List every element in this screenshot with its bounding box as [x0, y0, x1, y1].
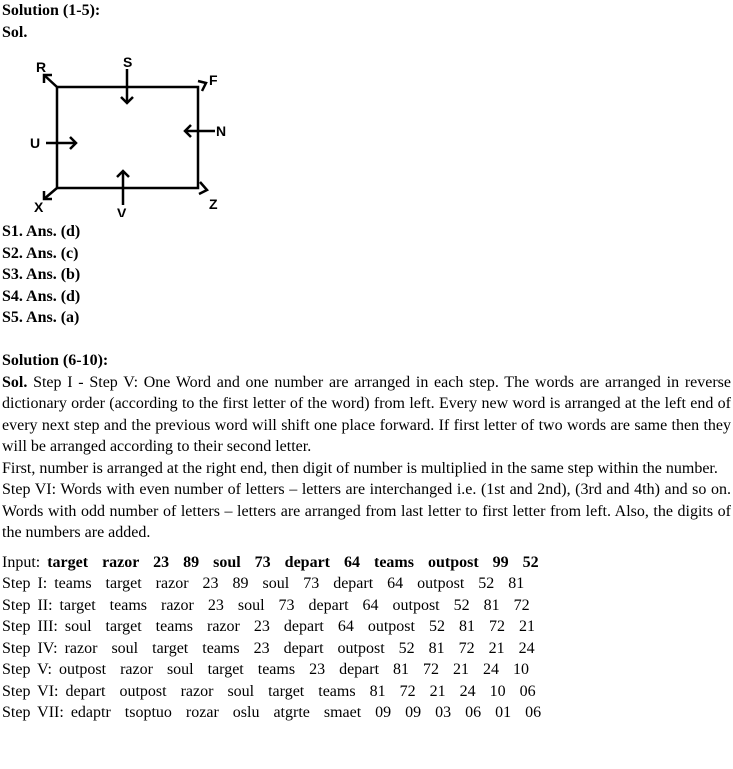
- answer-s5: S5. Ans. (a): [2, 309, 80, 326]
- step-7-line: Step VII: edaptr tsoptuo rozar oslu atgrte smaet 09 09 03 06 01 06: [2, 704, 542, 721]
- input-value: target razor 23 89 soul 73 depart 64 teams outpost 99 52: [47, 553, 539, 571]
- solution-6-10-sol-label: Sol.: [2, 373, 28, 391]
- document-page: [2, 0, 731, 724]
- arrow-n-icon: [185, 125, 215, 137]
- input-label: Input:: [2, 553, 41, 571]
- arrow-z-icon: [199, 182, 207, 194]
- label-v: V: [117, 205, 127, 217]
- label-n: N: [216, 123, 227, 139]
- paragraph-1-text: Step I - Step V: One Word and one number are arranged in each step. The words are arranged in reverse dictionary order (according to the first letter of the word) from left. Every new word is arranged at the left end of every next step and the previous word will shift one place forward. If first letter of two words are same then they will be arranged according to their second letter.: [2, 373, 732, 455]
- paragraph-step-rules: [2, 372, 731, 458]
- step-1-line: Step I: teams target razor 23 89 soul 73 depart 64 outpost 52 81: [2, 575, 525, 592]
- step-3-line: Step III: soul target teams razor 23 depart 64 outpost 52 81 72 21: [2, 618, 535, 635]
- arrow-x-icon: [44, 188, 57, 199]
- direction-diagram: [2, 47, 242, 217]
- input-line: [2, 552, 731, 574]
- label-z: Z: [209, 196, 218, 212]
- step-5-line: Step V: outpost razor soul target teams 23 depart 81 72 21 24 10: [2, 661, 530, 678]
- answer-s3: S3. Ans. (b): [2, 266, 81, 283]
- step-4-line: Step IV: razor soul target teams 23 depart outpost 52 81 72 21 24: [2, 639, 535, 657]
- label-r: R: [36, 59, 47, 75]
- answer-s1: S1. Ans. (d): [2, 223, 81, 240]
- paragraph-number-rule: First, number is arranged at the right end, then digit of number is multiplied in the same step within the number.: [2, 459, 718, 477]
- label-f: F: [209, 72, 218, 88]
- solution-1-5-sol-label: Sol.: [2, 23, 28, 41]
- solution-6-10-heading: Solution (6-10):: [2, 352, 109, 369]
- step-2-line: Step II: target teams razor 23 soul 73 depart 64 outpost 52 81 72: [2, 596, 530, 614]
- solution-1-5-heading: Solution (1-5):: [2, 2, 101, 19]
- answer-s4: S4. Ans. (d): [2, 287, 81, 305]
- label-u: U: [30, 135, 41, 151]
- arrow-u-icon: [46, 137, 76, 149]
- steps-block: [2, 552, 731, 724]
- arrow-r-icon: [44, 75, 57, 87]
- paragraph-step-vi-rule: Step VI: Words with even number of letters – letters are interchanged i.e. (1st and 2nd), (3rd and 4th) and so on. Words with odd number of letters – letters are arranged from last letter to first letter from left. Also, the digits of the numbers are added.: [2, 481, 731, 541]
- direction-diagram-svg: [2, 47, 242, 217]
- step-6-line: Step VI: depart outpost razor soul target teams 81 72 21 24 10 06: [2, 682, 536, 700]
- spacer: [2, 329, 731, 351]
- label-s: S: [123, 54, 133, 70]
- label-x: X: [34, 199, 44, 215]
- answer-s2: S2. Ans. (c): [2, 244, 79, 262]
